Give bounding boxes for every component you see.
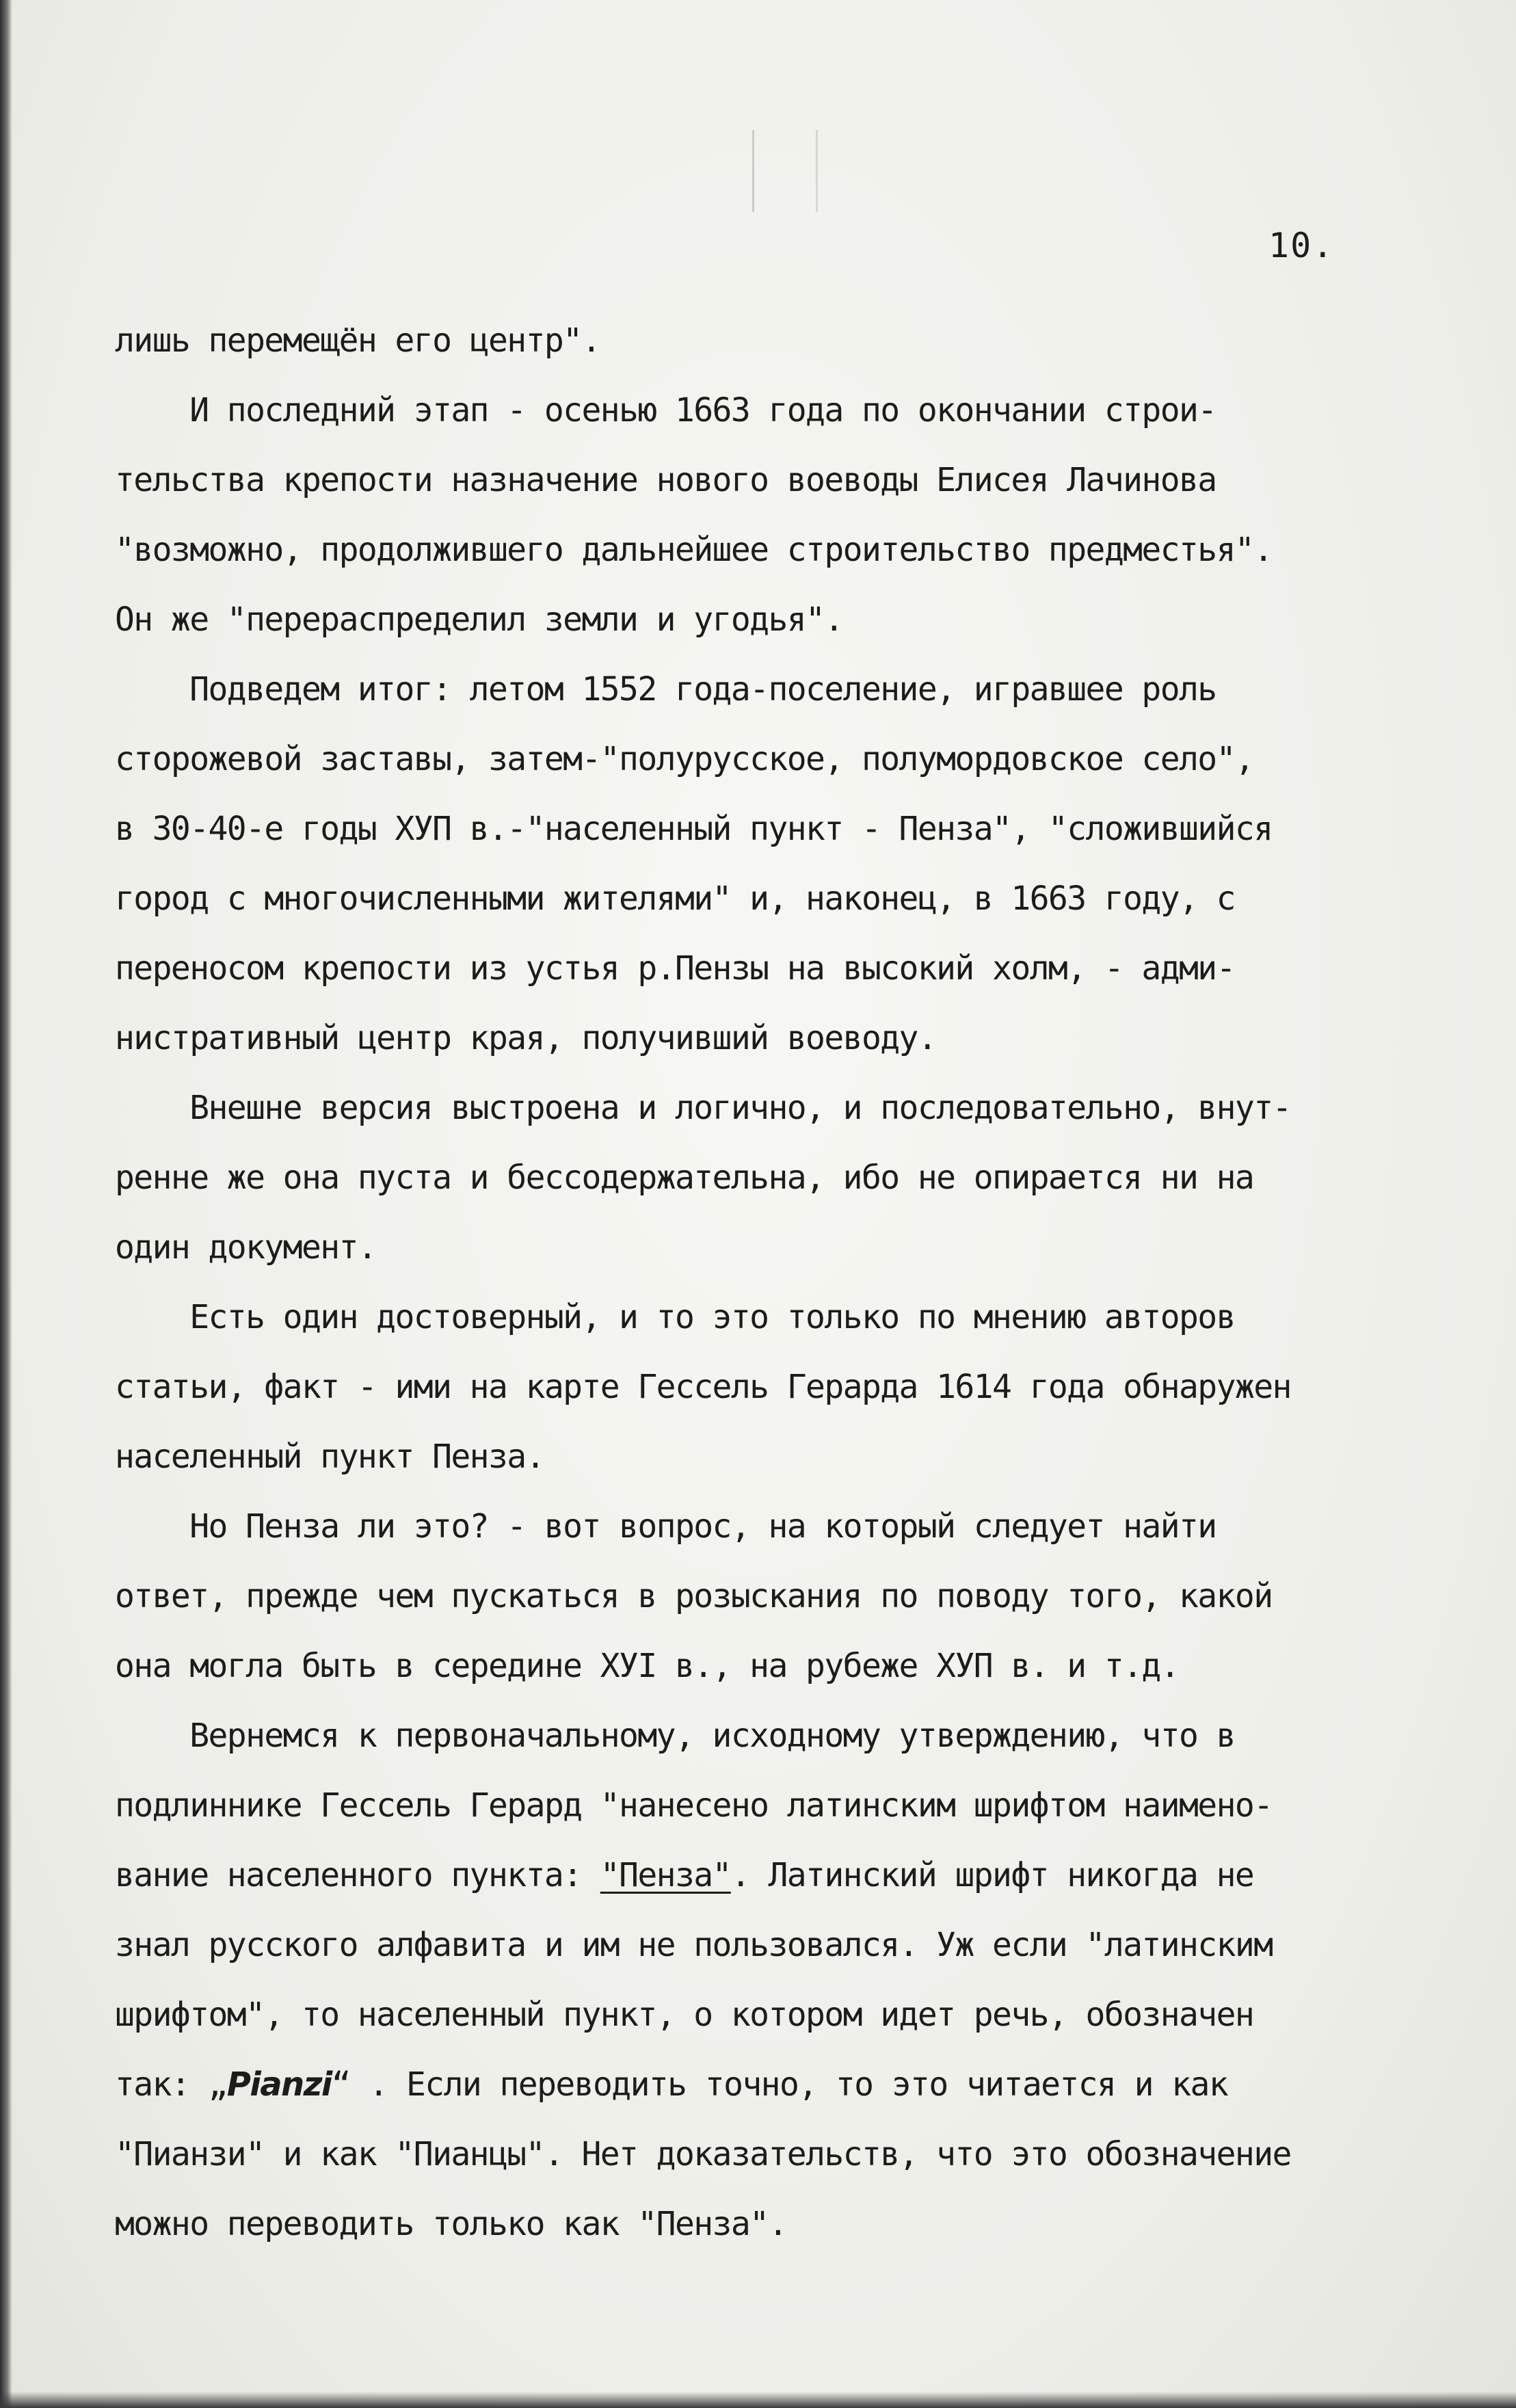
text-line: один документ. (115, 1228, 377, 1267)
text-line: населенный пункт Пенза. (115, 1438, 544, 1476)
text-line: Внешне версия выстроена и логично, и последовательно, внут- (115, 1089, 1291, 1127)
text-line: Но Пенза ли это? - вот вопрос, на который следует найти (115, 1507, 1216, 1546)
text-line: статьи, факт - ими на карте Гессель Герарда 1614 года обнаружен (115, 1368, 1291, 1406)
text-segment: “ . Если переводить точно, то это читается и как (331, 2065, 1228, 2104)
page-number: 10. (1268, 226, 1335, 265)
text-line: лишь перемещён его центр". (115, 321, 600, 360)
text-line (115, 1856, 1253, 1894)
binding-mark (752, 130, 818, 212)
text-line: ренне же она пуста и бессодержательна, ибо не опирается ни на (115, 1159, 1254, 1197)
text-line: сторожевой заставы, затем-"полурусское, полумордовское село", (115, 740, 1254, 778)
scan-edge-bottom (0, 2392, 1516, 2408)
text-line: знал русского алфавита и им не пользовался. Уж если "латинским (115, 1926, 1273, 1964)
text-line: ответ, прежде чем пускаться в розыскания по поводу того, какой (115, 1577, 1273, 1615)
text-line: "Пианзи" и как "Пианцы". Нет доказательств, что это обозначение (115, 2135, 1291, 2173)
text-segment: . Латинский шрифт никогда не (730, 1856, 1254, 1894)
text-line: нистративный центр края, получивший воеводу. (115, 1019, 937, 1057)
latin-name: Pianzi (226, 2065, 332, 2104)
text-line: можно переводить только как "Пенза". (115, 2205, 787, 2243)
text-line: И последний этап - осенью 1663 года по окончании строи- (115, 391, 1216, 429)
text-line: тельства крепости назначение нового воеводы Елисея Лачинова (115, 461, 1216, 499)
text-line: Вернемся к первоначальному, исходному утверждению, что в (115, 1717, 1235, 1755)
text-line: Есть один достоверный, и то это только по мнению авторов (115, 1298, 1235, 1336)
text-segment: вание населенного пункта: (115, 1856, 600, 1894)
text-line (115, 2065, 1227, 2104)
text-line: город с многочисленными жителями" и, наконец, в 1663 году, с (115, 879, 1235, 918)
text-line: в 30-40-е годы ХУП в.-"населенный пункт - Пенза", "сложившийся (115, 810, 1273, 848)
text-line: "возможно, продолжившего дальнейшее строительство предместья". (115, 531, 1273, 569)
scan-edge-left (0, 0, 12, 2408)
text-line: шрифтом", то населенный пункт, о котором идет речь, обозначен (115, 1996, 1254, 2034)
text-line: Подведем итог: летом 1552 года-поселение, игравшее роль (115, 670, 1216, 709)
text-line: переносом крепости из устья р.Пензы на высокий холм, - адми- (115, 949, 1235, 988)
text-line: она могла быть в середине ХУI в., на рубеже ХУП в. и т.д. (115, 1647, 1180, 1685)
underlined-name: "Пенза" (600, 1856, 731, 1894)
text-line: Он же "перераспределил земли и угодья". (115, 600, 843, 639)
text-line: подлиннике Гессель Герард "нанесено латинским шрифтом наимено- (115, 1786, 1273, 1825)
text-segment: так: „ (115, 2065, 227, 2104)
